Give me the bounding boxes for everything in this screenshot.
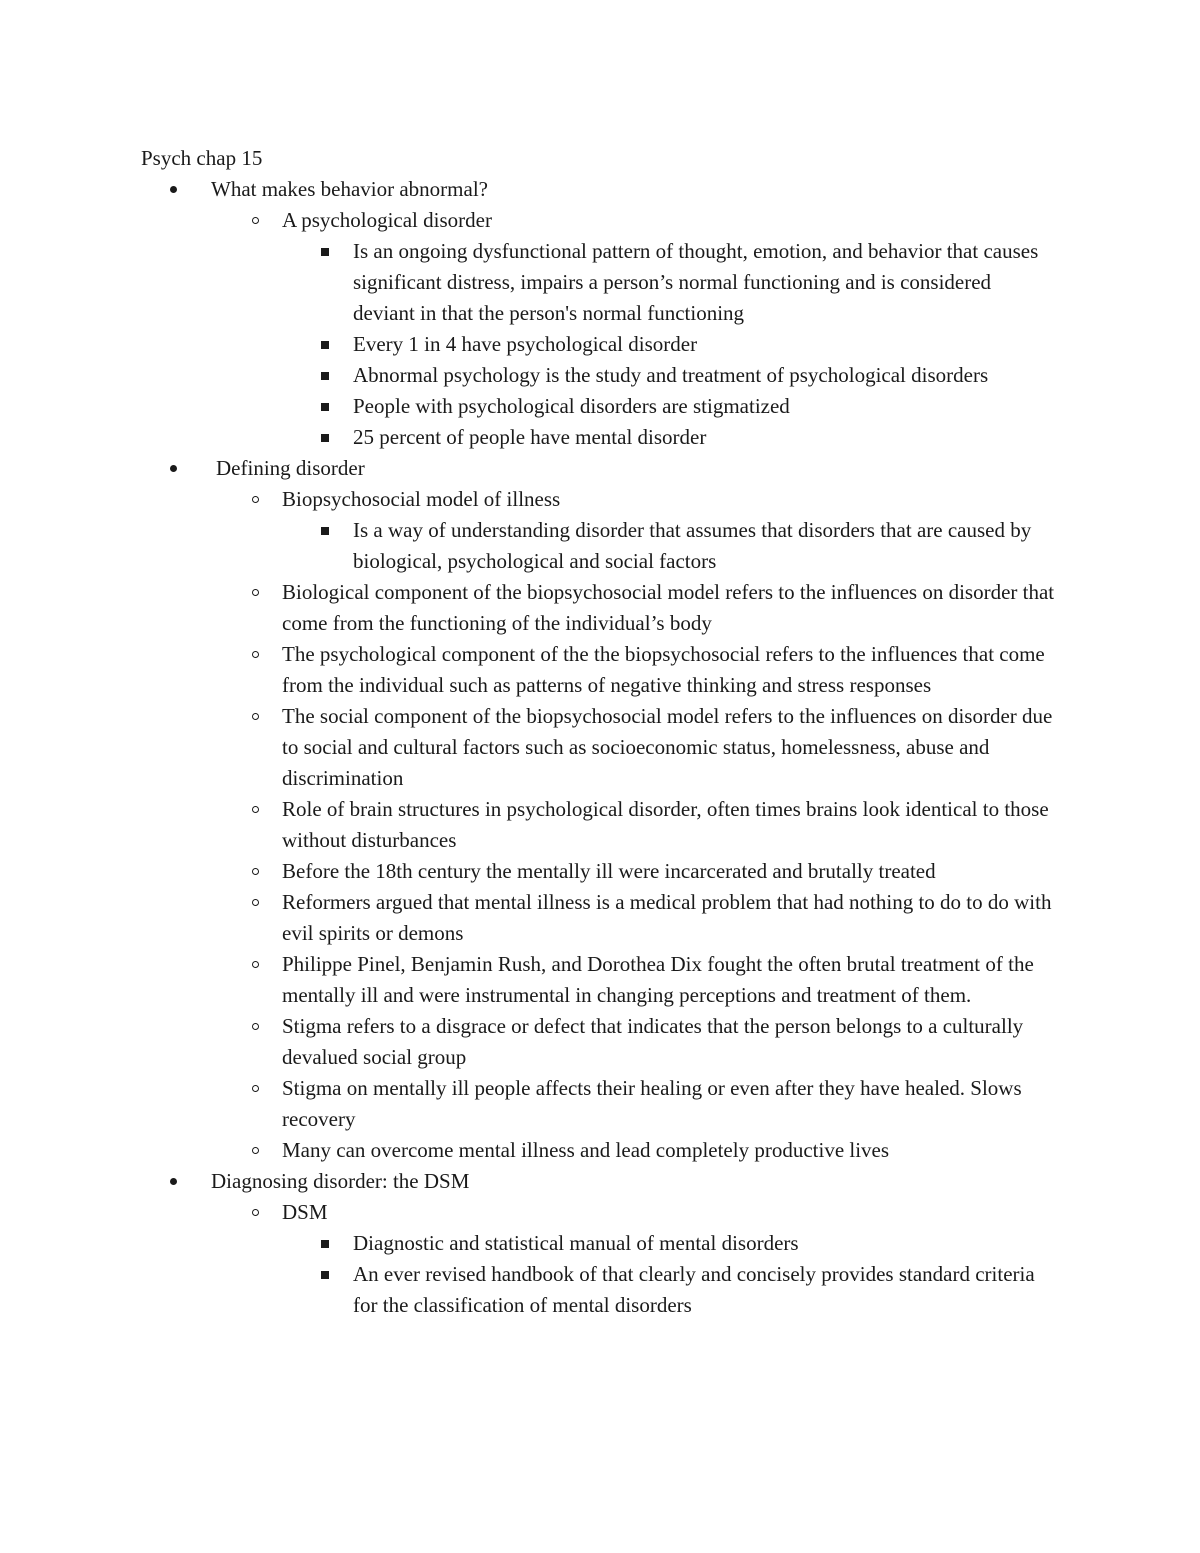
outline-text: Philippe Pinel, Benjamin Rush, and Dorothea Dix fought the often brutal treatment of the mentally ill and were instrumental in changing perceptions and treatment of them. — [282, 952, 1034, 1007]
outline-item-level-1 — [0, 1011, 1200, 1073]
bullet-circle-icon — [248, 887, 262, 918]
bullet-square-icon — [318, 515, 332, 546]
outline-text: Biological component of the biopsychosocial model refers to the influences on disorder that come from the functioning of the individual’s body — [282, 580, 1055, 635]
document-title: Psych chap 15 — [141, 146, 263, 170]
outline-item-level-1 — [0, 639, 1200, 701]
bullet-square-icon — [318, 1228, 332, 1259]
bullet-circle-icon — [248, 1135, 262, 1166]
outline-item-level-2 — [0, 391, 1200, 422]
outline-item-level-1 — [0, 701, 1200, 794]
bullet-square-icon — [318, 360, 332, 391]
outline-text: What makes behavior abnormal? — [211, 177, 488, 201]
outline-text: A psychological disorder — [282, 208, 492, 232]
outline-item-level-1 — [0, 794, 1200, 856]
outline-item-level-0 — [0, 174, 1200, 205]
bullet-circle-icon — [248, 1197, 262, 1228]
outline-text: Stigma refers to a disgrace or defect that indicates that the person belongs to a culturally devalued social group — [282, 1014, 1024, 1069]
bullet-circle-icon — [248, 856, 262, 887]
sub-sub-list — [0, 1228, 1200, 1321]
outline-text: The social component of the biopsychosocial model refers to the influences on disorder due to social and cultural factors such as socioeconomic status, homelessness, abuse and discrimination — [282, 704, 1053, 790]
sub-sub-list — [0, 236, 1200, 453]
outline-text: Reformers argued that mental illness is a medical problem that had nothing to do to do with evil spirits or demons — [282, 890, 1052, 945]
bullet-circle-icon — [248, 205, 262, 236]
bullet-circle-icon — [248, 1073, 262, 1104]
outline-text: Defining disorder — [216, 456, 365, 480]
outline-item-level-2 — [0, 1228, 1200, 1259]
outline-text: Abnormal psychology is the study and treatment of psychological disorders — [353, 363, 989, 387]
outline-text: An ever revised handbook of that clearly and concisely provides standard criteria for the classification of mental disorders — [353, 1262, 1035, 1317]
bullet-circle-icon — [248, 1011, 262, 1042]
bullet-disc-icon — [166, 1166, 180, 1197]
bullet-square-icon — [318, 391, 332, 422]
outline-item-level-1 — [0, 1135, 1200, 1166]
outline-item-level-2 — [0, 236, 1200, 329]
bullet-disc-icon — [166, 453, 180, 484]
sub-list — [0, 205, 1200, 453]
outline-item-level-2 — [0, 422, 1200, 453]
bullet-circle-icon — [248, 639, 262, 670]
notes-outline — [0, 174, 1200, 1321]
outline-item-level-1 — [0, 856, 1200, 887]
outline-text: Biopsychosocial model of illness — [282, 487, 561, 511]
bullet-circle-icon — [248, 794, 262, 825]
outline-item-level-1 — [0, 949, 1200, 1011]
sub-list — [0, 484, 1200, 1166]
outline-text: 25 percent of people have mental disorder — [353, 425, 707, 449]
bullet-square-icon — [318, 236, 332, 267]
outline-item-level-1 — [0, 1197, 1200, 1228]
bullet-circle-icon — [248, 949, 262, 980]
outline-text: Role of brain structures in psychological disorder, often times brains look identical to those without disturbances — [282, 797, 1049, 852]
outline-text: The psychological component of the the biopsychosocial refers to the influences that come from the individual such as patterns of negative thinking and stress responses — [282, 642, 1045, 697]
outline-text: Diagnostic and statistical manual of mental disorders — [353, 1231, 799, 1255]
bullet-disc-icon — [166, 174, 180, 205]
outline-item-level-1 — [0, 205, 1200, 236]
outline-text: DSM — [282, 1200, 328, 1224]
bullet-circle-icon — [248, 577, 262, 608]
outline-item-level-1 — [0, 577, 1200, 639]
outline-text: Is a way of understanding disorder that assumes that disorders that are caused by biological, psychological and social factors — [353, 518, 1032, 573]
sub-list — [0, 1197, 1200, 1321]
sub-sub-list — [0, 515, 1200, 577]
outline-item-level-2 — [0, 1259, 1200, 1321]
outline-item-level-1 — [0, 1073, 1200, 1135]
outline-text: Many can overcome mental illness and lead completely productive lives — [282, 1138, 890, 1162]
bullet-square-icon — [318, 422, 332, 453]
outline-item-level-0 — [0, 1166, 1200, 1197]
outline-item-level-2 — [0, 360, 1200, 391]
bullet-circle-icon — [248, 701, 262, 732]
outline-text: Every 1 in 4 have psychological disorder — [353, 332, 698, 356]
outline-item-level-1 — [0, 887, 1200, 949]
outline-text: Stigma on mentally ill people affects their healing or even after they have healed. Slows recovery — [282, 1076, 1022, 1131]
outline-item-level-1 — [0, 484, 1200, 515]
bullet-circle-icon — [248, 484, 262, 515]
outline-item-level-2 — [0, 515, 1200, 577]
outline-text: People with psychological disorders are stigmatized — [353, 394, 790, 418]
outline-text: Before the 18th century the mentally ill were incarcerated and brutally treated — [282, 859, 936, 883]
outline-text: Is an ongoing dysfunctional pattern of thought, emotion, and behavior that causes significant distress, impairs a person’s normal functioning and is considered deviant in that the person's normal functioning — [353, 239, 1039, 325]
bullet-square-icon — [318, 329, 332, 360]
outline-item-level-2 — [0, 329, 1200, 360]
outline-text: Diagnosing disorder: the DSM — [211, 1169, 470, 1193]
bullet-square-icon — [318, 1259, 332, 1290]
outline-item-level-0 — [0, 453, 1200, 484]
